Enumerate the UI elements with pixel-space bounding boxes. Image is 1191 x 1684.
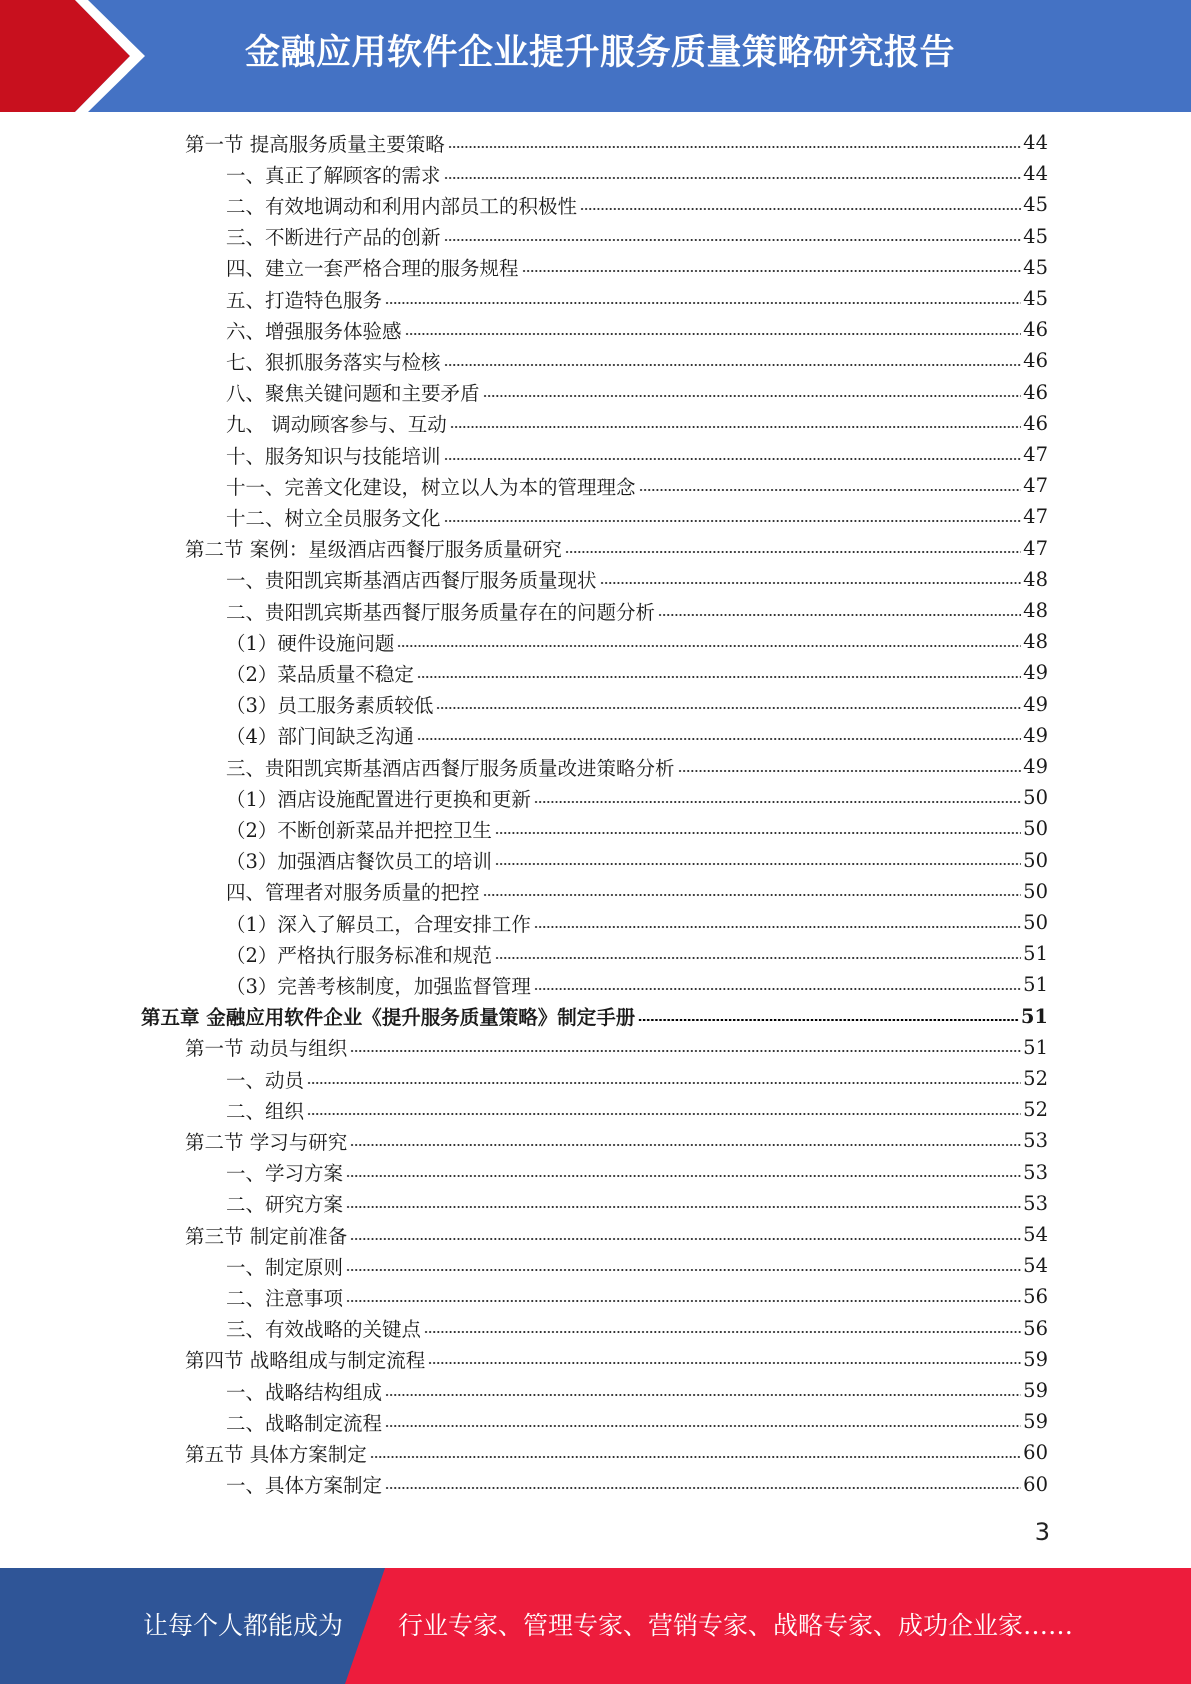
header-banner — [0, 0, 1191, 112]
toc-entry-page-number: 44 — [1023, 131, 1048, 154]
toc-entry-page-number: 50 — [1023, 817, 1048, 841]
toc-entry-title: （4）部门间缺乏沟通 — [226, 725, 414, 749]
toc-entry-page-number: 46 — [1023, 411, 1048, 435]
toc-entry-title: 二、战略制定流程 — [226, 1411, 383, 1435]
footer-slogan-left: 让每个人都能成为 — [143, 1611, 344, 1640]
toc-entry-title: （3）完善考核制度，加强监督管理 — [226, 974, 531, 998]
toc-subsection-entry[interactable] — [226, 876, 1048, 907]
toc-entry-page-number: 51 — [1020, 1004, 1048, 1028]
toc-entry-page-number: 46 — [1023, 380, 1048, 404]
toc-dot-leader — [483, 894, 1022, 896]
footer-banner — [0, 1568, 1191, 1684]
toc-dot-leader — [658, 614, 1021, 616]
toc-dot-leader — [397, 645, 1021, 647]
toc-entry-page-number: 56 — [1023, 1316, 1048, 1340]
toc-subsection-entry[interactable] — [226, 595, 1048, 626]
toc-entry-page-number: 48 — [1023, 599, 1048, 622]
toc-entry-page-number: 45 — [1023, 287, 1048, 310]
toc-dot-leader — [534, 988, 1021, 990]
toc-entry-page-number: 50 — [1023, 786, 1048, 810]
toc-subsection-entry[interactable] — [226, 1157, 1048, 1188]
toc-section-entry[interactable] — [185, 1125, 1048, 1156]
toc-dot-leader — [385, 1394, 1021, 1396]
toc-entry-page-number: 54 — [1023, 1254, 1048, 1278]
toc-subsection-entry[interactable] — [226, 751, 1048, 782]
toc-dot-leader — [385, 1487, 1021, 1489]
toc-section-entry[interactable] — [185, 533, 1048, 564]
toc-entry-page-number: 50 — [1023, 911, 1048, 934]
toc-entry-page-number: 52 — [1023, 1098, 1048, 1122]
toc-entry-title: 第五节 具体方案制定 — [185, 1442, 367, 1466]
toc-entry-page-number: 47 — [1023, 443, 1048, 466]
toc-entry-title: 三、有效战略的关键点 — [226, 1318, 422, 1342]
toc-entry-title: 一、具体方案制定 — [226, 1474, 383, 1498]
toc-section-entry[interactable] — [185, 1437, 1048, 1468]
toc-entry-title: 一、战略结构组成 — [226, 1380, 383, 1404]
toc-entry-title: 第二节 学习与研究 — [185, 1130, 348, 1154]
toc-entry-title: 十、服务知识与技能培训 — [226, 444, 441, 468]
toc-entry-page-number: 48 — [1023, 630, 1048, 654]
toc-dot-leader — [350, 1238, 1021, 1240]
toc-entry-page-number: 50 — [1023, 879, 1048, 903]
toc-dot-leader — [444, 520, 1022, 522]
toc-entry-title: （1）深入了解员工，合理安排工作 — [226, 912, 531, 936]
toc-entry-title: （2）严格执行服务标准和规范 — [226, 943, 492, 967]
toc-entry-page-number: 45 — [1023, 224, 1048, 248]
toc-entry-title: （2）菜品质量不稳定 — [226, 662, 414, 686]
toc-dot-leader — [448, 146, 1021, 148]
toc-subsection-entry[interactable] — [226, 938, 1048, 969]
toc-entry-title: 一、学习方案 — [226, 1162, 344, 1186]
toc-entry-title: 二、有效地调动和利用内部员工的积极性 — [226, 194, 578, 218]
toc-dot-leader — [346, 1269, 1021, 1271]
toc-dot-leader — [307, 1113, 1021, 1115]
toc-entry-title: 二、组织 — [226, 1099, 305, 1123]
toc-entry-title: 二、研究方案 — [226, 1193, 344, 1217]
toc-dot-leader — [405, 333, 1022, 335]
toc-subsection-entry[interactable] — [226, 626, 1048, 657]
toc-section-entry[interactable] — [185, 1219, 1048, 1250]
toc-subsection-entry[interactable] — [226, 252, 1048, 283]
toc-dot-leader — [424, 1331, 1021, 1333]
toc-entry-page-number: 47 — [1023, 474, 1048, 498]
toc-entry-title: 一、动员 — [226, 1068, 305, 1092]
document-title: 金融应用软件企业提升服务质量策略研究报告 — [245, 33, 956, 73]
toc-entry-page-number: 49 — [1023, 723, 1048, 747]
toc-entry-title: 二、注意事项 — [226, 1286, 344, 1310]
toc-subsection-entry[interactable] — [226, 564, 1048, 595]
toc-dot-leader — [444, 364, 1022, 366]
toc-dot-leader — [483, 395, 1022, 397]
toc-subsection-entry[interactable] — [226, 1375, 1048, 1406]
toc-entry-page-number: 49 — [1023, 692, 1048, 716]
toc-chapter-entry[interactable] — [141, 1001, 1048, 1032]
toc-subsection-entry[interactable] — [226, 720, 1048, 751]
toc-dot-leader — [307, 1082, 1021, 1084]
toc-dot-leader — [428, 1362, 1021, 1364]
toc-entry-page-number: 51 — [1023, 942, 1048, 966]
toc-dot-leader — [385, 1425, 1021, 1427]
toc-subsection-entry[interactable] — [226, 782, 1048, 813]
toc-subsection-entry[interactable] — [226, 221, 1048, 252]
toc-entry-page-number: 60 — [1023, 1472, 1048, 1496]
toc-dot-leader — [600, 582, 1022, 584]
toc-subsection-entry[interactable] — [226, 408, 1048, 439]
toc-section-entry[interactable] — [185, 127, 1048, 158]
toc-dot-leader — [678, 770, 1022, 772]
toc-dot-leader — [534, 801, 1021, 803]
toc-entry-page-number: 60 — [1023, 1441, 1048, 1465]
toc-dot-leader — [444, 177, 1022, 179]
toc-entry-title: 十一、完善文化建设，树立以人为本的管理理念 — [226, 475, 636, 499]
toc-entry-title: 第五章 金融应用软件企业《提升服务质量策略》制定手册 — [141, 1006, 636, 1030]
toc-dot-leader — [385, 302, 1021, 304]
footer-slogan-right: 行业专家、管理专家、营销专家、战略专家、成功企业家…… — [398, 1611, 1074, 1640]
toc-subsection-entry[interactable] — [226, 1250, 1048, 1281]
toc-entry-page-number: 54 — [1023, 1223, 1048, 1246]
toc-subsection-entry[interactable] — [226, 377, 1048, 408]
toc-subsection-entry[interactable] — [226, 470, 1048, 501]
toc-dot-leader — [417, 676, 1021, 678]
toc-subsection-entry[interactable] — [226, 689, 1048, 720]
toc-subsection-entry[interactable] — [226, 1281, 1048, 1312]
toc-subsection-entry[interactable] — [226, 845, 1048, 876]
toc-dot-leader — [370, 1456, 1021, 1458]
toc-entry-page-number: 48 — [1023, 567, 1048, 591]
toc-entry-title: 一、真正了解顾客的需求 — [226, 163, 441, 187]
toc-subsection-entry[interactable] — [226, 907, 1048, 938]
toc-subsection-entry[interactable] — [226, 1469, 1048, 1500]
toc-entry-page-number: 51 — [1023, 1035, 1048, 1059]
toc-subsection-entry[interactable] — [226, 345, 1048, 376]
toc-entry-page-number: 49 — [1023, 661, 1048, 685]
toc-subsection-entry[interactable] — [226, 969, 1048, 1000]
toc-dot-leader — [436, 707, 1021, 709]
toc-entry-title: 一、贵阳凯宾斯基酒店西餐厅服务质量现状 — [226, 569, 597, 593]
toc-entry-page-number: 45 — [1023, 193, 1048, 217]
toc-dot-leader — [346, 1206, 1021, 1208]
toc-subsection-entry[interactable] — [226, 1406, 1048, 1437]
toc-entry-page-number: 53 — [1023, 1129, 1048, 1153]
toc-entry-page-number: 56 — [1023, 1285, 1048, 1309]
toc-entry-title: 九、 调动顾客参与、互动 — [226, 413, 447, 437]
toc-subsection-entry[interactable] — [226, 1313, 1048, 1344]
toc-dot-leader — [346, 1175, 1021, 1177]
toc-dot-leader — [495, 863, 1021, 865]
toc-entry-title: 四、管理者对服务质量的把控 — [226, 881, 480, 905]
toc-entry-title: 五、打造特色服务 — [226, 288, 383, 312]
toc-entry-page-number: 53 — [1023, 1160, 1048, 1184]
toc-entry-page-number: 50 — [1023, 848, 1048, 872]
toc-entry-title: 一、制定原则 — [226, 1255, 344, 1279]
toc-dot-leader — [522, 270, 1022, 272]
toc-entry-page-number: 47 — [1023, 536, 1048, 560]
toc-section-entry[interactable] — [185, 1032, 1048, 1063]
toc-entry-title: 七、狠抓服务落实与检核 — [226, 350, 441, 374]
toc-entry-page-number: 52 — [1023, 1067, 1048, 1090]
toc-dot-leader — [495, 832, 1021, 834]
toc-dot-leader — [350, 1050, 1021, 1052]
toc-entry-page-number: 51 — [1023, 973, 1048, 997]
toc-subsection-entry[interactable] — [226, 1063, 1048, 1094]
toc-entry-title: 第一节 提高服务质量主要策略 — [185, 132, 445, 156]
toc-subsection-entry[interactable] — [226, 189, 1048, 220]
toc-entry-title: 三、贵阳凯宾斯基酒店西餐厅服务质量改进策略分析 — [226, 756, 675, 780]
toc-dot-leader — [450, 426, 1021, 428]
toc-entry-page-number: 47 — [1023, 505, 1048, 529]
toc-subsection-entry[interactable] — [226, 501, 1048, 532]
toc-entry-title: 十二、树立全员服务文化 — [226, 506, 441, 530]
toc-entry-page-number: 59 — [1023, 1410, 1048, 1434]
toc-entry-title: （2）不断创新菜品并把控卫生 — [226, 818, 492, 842]
toc-entry-title: 八、聚焦关键问题和主要矛盾 — [226, 382, 480, 406]
toc-entry-title: （1）硬件设施问题 — [226, 631, 395, 655]
toc-dot-leader — [534, 926, 1021, 928]
toc-entry-page-number: 45 — [1023, 255, 1048, 279]
header-red-arrow-decoration — [0, 0, 158, 112]
toc-subsection-entry[interactable] — [226, 1188, 1048, 1219]
toc-dot-leader — [417, 738, 1021, 740]
toc-entry-title: 四、建立一套严格合理的服务规程 — [226, 257, 519, 281]
toc-dot-leader — [350, 1144, 1021, 1146]
toc-dot-leader — [580, 208, 1021, 210]
toc-subsection-entry[interactable] — [226, 439, 1048, 470]
toc-entry-title: （1）酒店设施配置进行更换和更新 — [226, 787, 531, 811]
toc-subsection-entry[interactable] — [226, 1094, 1048, 1125]
toc-subsection-entry[interactable] — [226, 283, 1048, 314]
toc-entry-title: 第三节 制定前准备 — [185, 1224, 348, 1248]
toc-dot-leader — [346, 1300, 1021, 1302]
toc-dot-leader — [444, 239, 1022, 241]
page-number: 3 — [1034, 1518, 1050, 1546]
toc-entry-page-number: 46 — [1023, 318, 1048, 342]
toc-dot-leader — [638, 1019, 1019, 1021]
toc-entry-page-number: 49 — [1023, 755, 1048, 778]
toc-entry-title: （3）加强酒店餐饮员工的培训 — [226, 850, 492, 874]
toc-entry-page-number: 59 — [1023, 1379, 1048, 1402]
toc-dot-leader — [639, 489, 1022, 491]
toc-dot-leader — [495, 957, 1021, 959]
toc-entry-title: 三、不断进行产品的创新 — [226, 226, 441, 250]
toc-subsection-entry[interactable] — [226, 813, 1048, 844]
toc-subsection-entry[interactable] — [226, 314, 1048, 345]
toc-entry-title: 第四节 战略组成与制定流程 — [185, 1349, 426, 1373]
toc-subsection-entry[interactable] — [226, 657, 1048, 688]
toc-entry-page-number: 46 — [1023, 349, 1048, 373]
toc-entry-page-number: 59 — [1023, 1347, 1048, 1371]
toc-entry-title: 第一节 动员与组织 — [185, 1037, 348, 1061]
toc-subsection-entry[interactable] — [226, 158, 1048, 189]
toc-entry-title: 第二节 案例：星级酒店西餐厅服务质量研究 — [185, 538, 562, 562]
toc-entry-page-number: 53 — [1023, 1191, 1048, 1215]
toc-dot-leader — [565, 551, 1021, 553]
toc-dot-leader — [444, 458, 1022, 460]
toc-entry-title: （3）员工服务素质较低 — [226, 694, 434, 718]
toc-section-entry[interactable] — [185, 1344, 1048, 1375]
toc-entry-title: 二、贵阳凯宾斯基西餐厅服务质量存在的问题分析 — [226, 600, 656, 624]
toc-entry-page-number: 44 — [1023, 162, 1048, 186]
toc-entry-title: 六、增强服务体验感 — [226, 319, 402, 343]
